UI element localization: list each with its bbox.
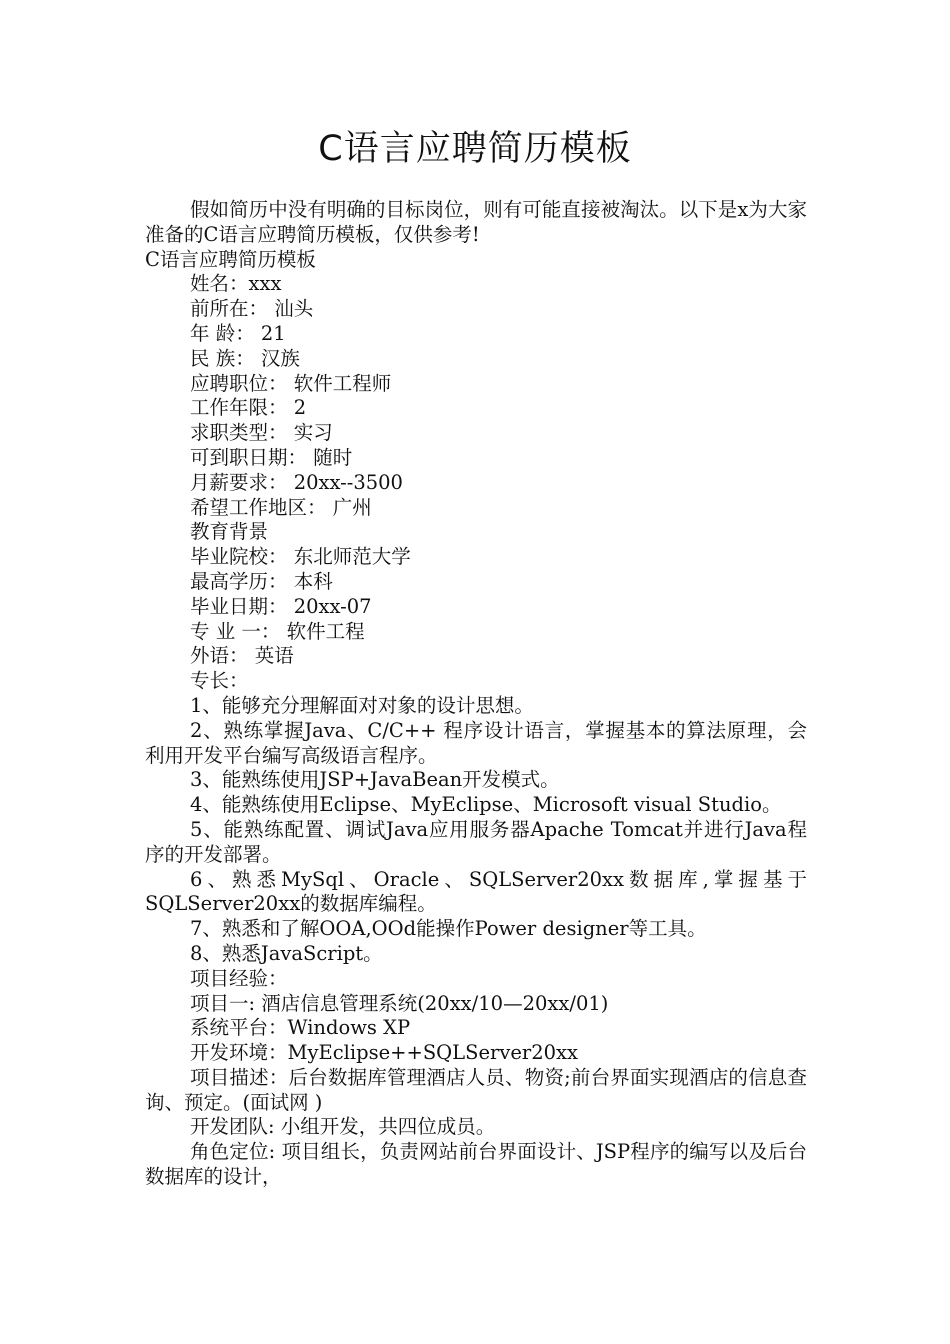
- info-line-start-date: 可到职日期： 随时: [190, 445, 353, 469]
- document-body: [145, 198, 807, 1190]
- edu-line-language: 外语： 英语: [190, 644, 294, 668]
- info-line-experience: 工作年限： 2: [190, 396, 307, 420]
- edu-line-degree: 最高学历： 本科: [190, 569, 333, 593]
- info-line-age: 年 龄： 21: [190, 321, 286, 345]
- info-line-name: 姓名：xxx: [190, 272, 282, 296]
- project-role: 角色定位: 项目组长，负责网站前台界面设计、JSP程序的编写以及后台数据库的设计，: [145, 1140, 807, 1189]
- skill-item-2: 2、熟练掌握Java、C/C++ 程序设计语言，掌握基本的算法原理，会利用开发平台编写高级语言程序。: [145, 718, 807, 767]
- skills-heading: 专长：: [190, 669, 249, 693]
- intro-paragraph: 假如简历中没有明确的目标岗位，则有可能直接被淘汰。以下是x为大家准备的C语言应聘简历模板，仅供参考!: [145, 198, 807, 246]
- skill-item-3: 3、能熟练使用JSP+JavaBean开发模式。: [190, 768, 560, 792]
- project-environment: 开发环境：MyEclipse++SQLServer20xx: [190, 1041, 579, 1065]
- skill-item-5: 5、能熟练配置、调试Java应用服务器Apache Tomcat并进行Java程序的开发部署。: [145, 817, 807, 866]
- skill-item-4: 4、能熟练使用Eclipse、MyEclipse、Microsoft visual Studio。: [190, 793, 782, 817]
- info-line-work-area: 希望工作地区： 广州: [190, 495, 372, 519]
- skill-item-1: 1、能够充分理解面对对象的设计思想。: [190, 693, 534, 717]
- personal-info: [145, 272, 807, 520]
- info-line-position: 应聘职位： 软件工程师: [190, 371, 392, 395]
- edu-line-school: 毕业院校： 东北师范大学: [190, 545, 411, 569]
- project-team: 开发团队: 小组开发，共四位成员。: [190, 1115, 496, 1139]
- info-line-job-type: 求职类型： 实习: [190, 421, 333, 445]
- project-platform: 系统平台：Windows XP: [190, 1016, 411, 1040]
- skill-item-6: 6、熟悉MySql、Oracle、SQLServer20xx数据库,掌握基于SQLServer20xx的数据库编程。: [145, 867, 807, 916]
- skill-item-7: 7、熟悉和了解OOA,OOd能操作Power designer等工具。: [190, 917, 707, 941]
- subtitle: C语言应聘简历模板: [145, 247, 316, 271]
- skill-item-8: 8、熟悉JavaScript。: [190, 941, 383, 965]
- project-description: 项目描述：后台数据库管理酒店人员、物资;前台界面实现酒店的信息查询、预定。(面试网 ): [145, 1065, 807, 1114]
- edu-line-major: 专 业 一： 软件工程: [190, 619, 365, 643]
- info-line-ethnicity: 民 族： 汉族: [190, 346, 300, 370]
- info-line-salary: 月薪要求： 20xx--3500: [190, 470, 403, 494]
- education-info: [145, 545, 807, 669]
- project-title: 项目一: 酒店信息管理系统(20xx/10—20xx/01): [190, 991, 609, 1015]
- info-line-location: 前所在： 汕头: [190, 297, 314, 321]
- edu-line-grad-date: 毕业日期： 20xx-07: [190, 594, 372, 618]
- document-title: C语言应聘简历模板: [318, 129, 632, 169]
- project-heading: 项目经验：: [190, 966, 288, 990]
- education-heading: 教育背景: [190, 520, 269, 544]
